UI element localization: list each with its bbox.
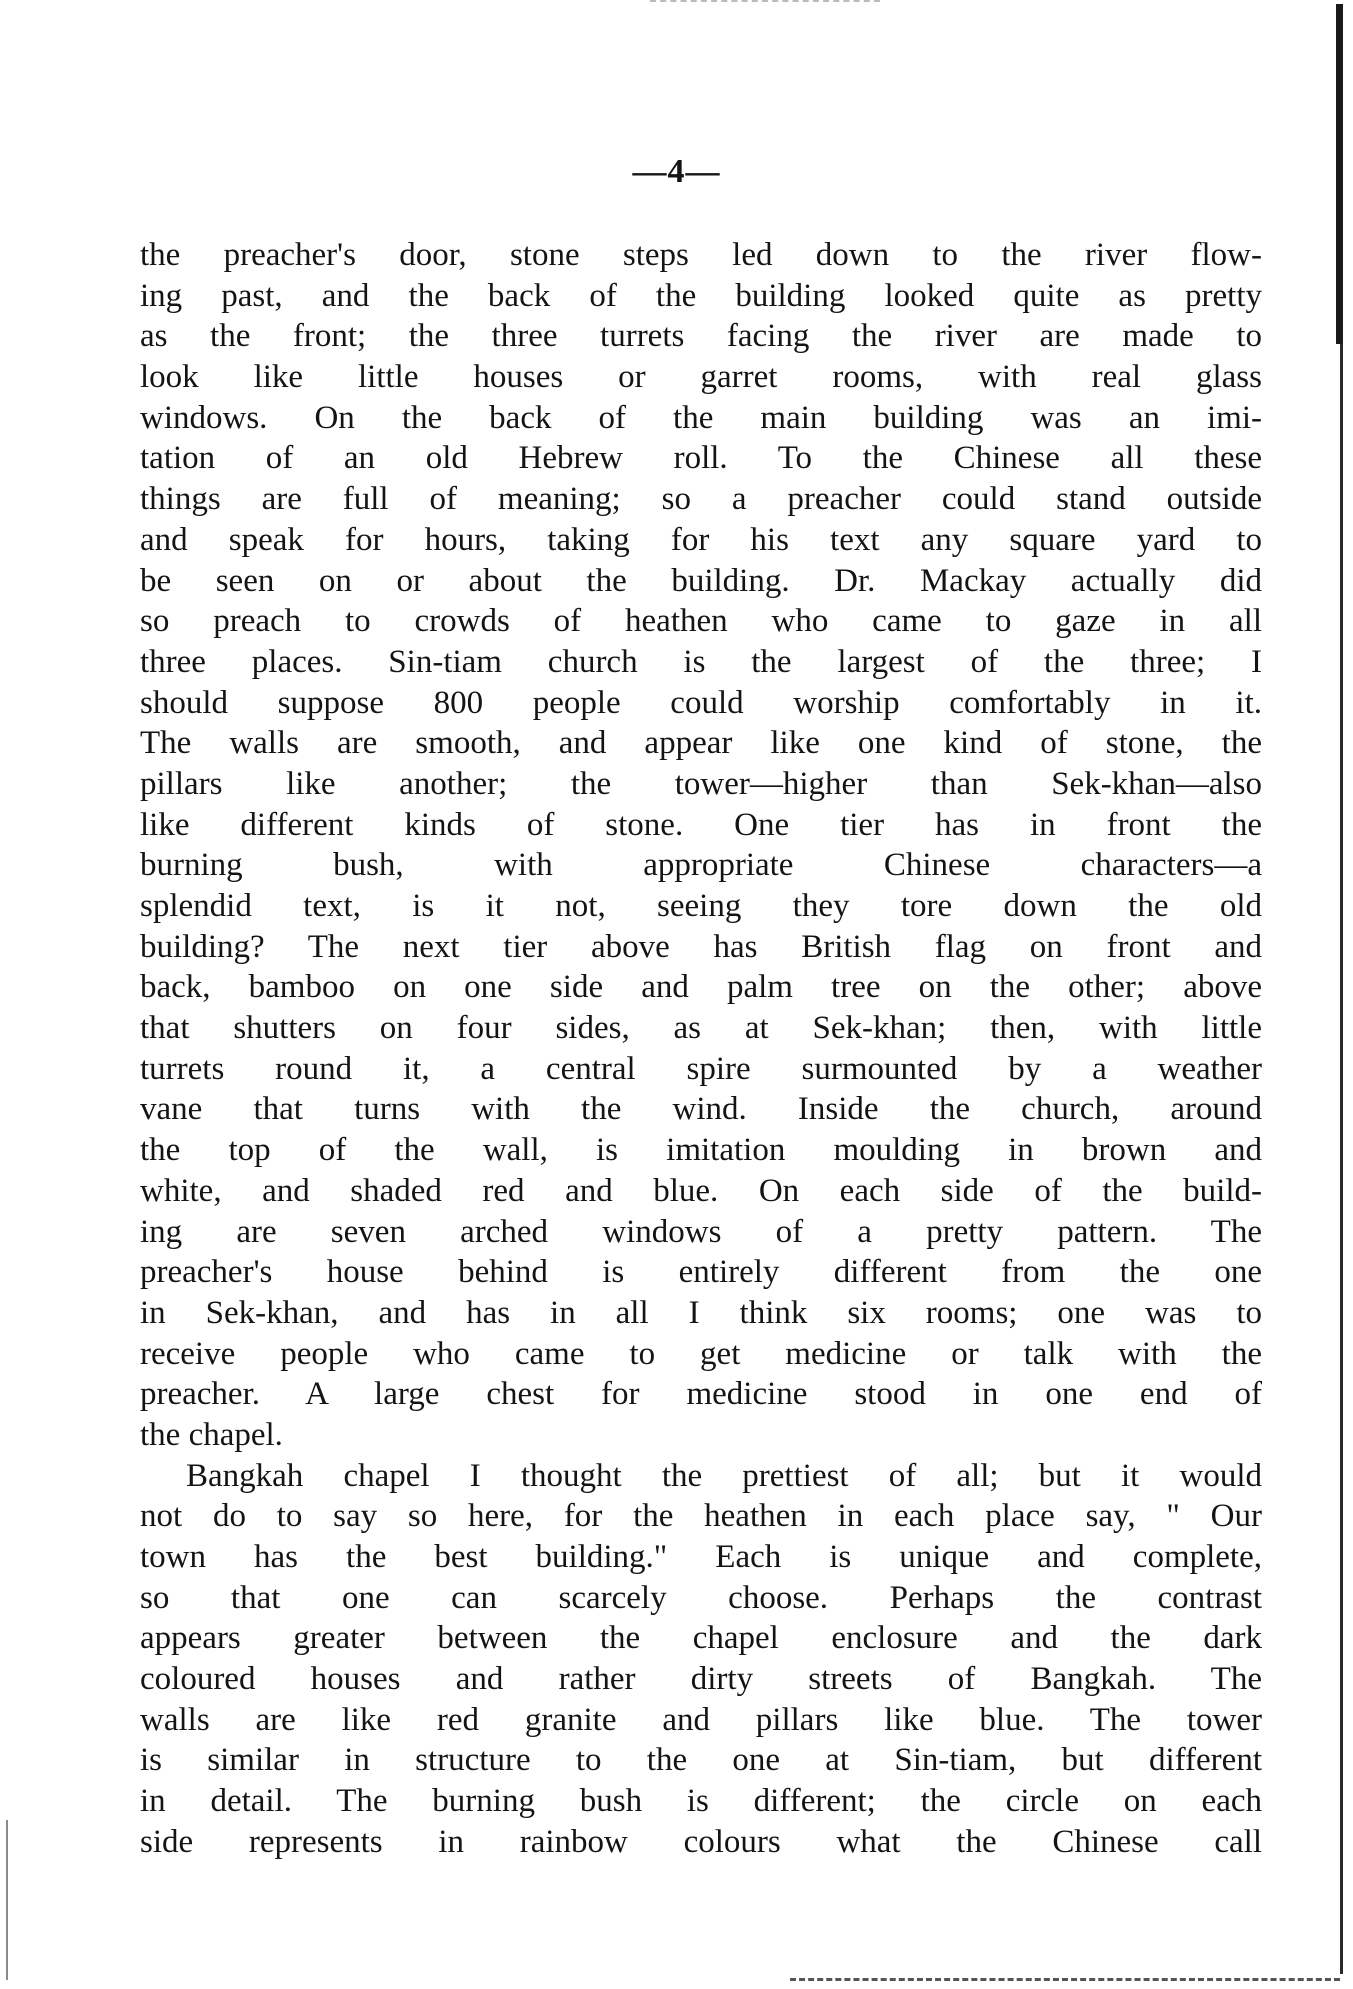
text-line: windows. On the back of the main building was an imi-: [140, 399, 1262, 436]
text-line: ing are seven arched windows of a pretty pattern. The: [140, 1213, 1262, 1250]
text-line: appears greater between the chapel enclosure and the dark: [140, 1620, 1262, 1657]
text-line: vane that turns with the wind. Inside the church, around: [140, 1091, 1262, 1128]
text-line: like different kinds of stone. One tier has in front the: [140, 806, 1262, 843]
text-line: look like little houses or garret rooms, with real glass: [140, 359, 1262, 396]
text-line: and speak for hours, taking for his text any square yard to: [140, 521, 1262, 558]
text-line: preacher. A large chest for medicine stood in one end of: [140, 1376, 1262, 1413]
paragraph: [140, 1456, 1262, 1863]
text-line: receive people who came to get medicine or talk with the: [140, 1335, 1262, 1372]
text-line: building? The next tier above has British flag on front and: [140, 928, 1262, 965]
text-line: splendid text, is it not, seeing they tore down the old: [140, 888, 1262, 924]
text-line: the chapel.: [140, 1416, 283, 1453]
body-text: [140, 235, 1262, 1863]
text-line: town has the best building." Each is unique and complete,: [140, 1539, 1262, 1575]
text-line: The walls are smooth, and appear like one kind of stone, the: [140, 725, 1262, 762]
text-line: should suppose 800 people could worship comfortably in it.: [140, 684, 1262, 721]
text-line: back, bamboo on one side and palm tree on the other; above: [140, 969, 1262, 1006]
text-line: so that one can scarcely choose. Perhaps the contrast: [140, 1579, 1262, 1616]
text-line: three places. Sin-tiam church is the largest of the three; I: [140, 643, 1262, 680]
text-line: as the front; the three turrets facing the river are made to: [140, 318, 1262, 355]
text-line: walls are like red granite and pillars like blue. The tower: [140, 1701, 1262, 1738]
text-line: burning bush, with appropriate Chinese characters—a: [140, 847, 1262, 884]
text-line: tation of an old Hebrew roll. To the Chinese all these: [140, 440, 1262, 477]
text-line: that shutters on four sides, as at Sek-khan; then, with little: [140, 1010, 1262, 1047]
scan-edge-top: [650, 0, 880, 2]
text-line: white, and shaded red and blue. On each side of the build-: [140, 1172, 1262, 1209]
text-line: so preach to crowds of heathen who came to gaze in all: [140, 603, 1262, 640]
page-number: —4—: [632, 153, 721, 190]
text-line: preacher's house behind is entirely different from the one: [140, 1254, 1262, 1291]
text-line: is similar in structure to the one at Sin-tiam, but different: [140, 1742, 1262, 1779]
text-line: turrets round it, a central spire surmounted by a weather: [140, 1050, 1262, 1087]
text-line: in detail. The burning bush is different; the circle on each: [140, 1783, 1262, 1820]
text-line: the preacher's door, stone steps led down to the river flow-: [140, 237, 1262, 273]
text-line: be seen on or about the building. Dr. Mackay actually did: [140, 562, 1262, 599]
text-line: in Sek-khan, and has in all I think six rooms; one was to: [140, 1294, 1262, 1331]
scan-edge-left: [6, 1820, 8, 1980]
text-line: the top of the wall, is imitation moulding in brown and: [140, 1132, 1262, 1169]
text-line: pillars like another; the tower—higher than Sek-khan—also: [140, 765, 1262, 802]
paragraph: [140, 235, 1262, 1456]
scan-edge-bottom: [790, 1978, 1340, 1981]
text-line: side represents in rainbow colours what the Chinese call: [140, 1823, 1262, 1860]
text-line: things are full of meaning; so a preacher could stand outside: [140, 481, 1262, 518]
text-line: ing past, and the back of the building looked quite as pretty: [140, 277, 1262, 314]
text-line: coloured houses and rather dirty streets of Bangkah. The: [140, 1661, 1262, 1698]
text-line: Bangkah chapel I thought the prettiest of all; but it would: [186, 1457, 1262, 1494]
scan-edge-right-lower: [1340, 344, 1343, 1974]
text-line: not do to say so here, for the heathen in each place say, " Our: [140, 1498, 1262, 1535]
